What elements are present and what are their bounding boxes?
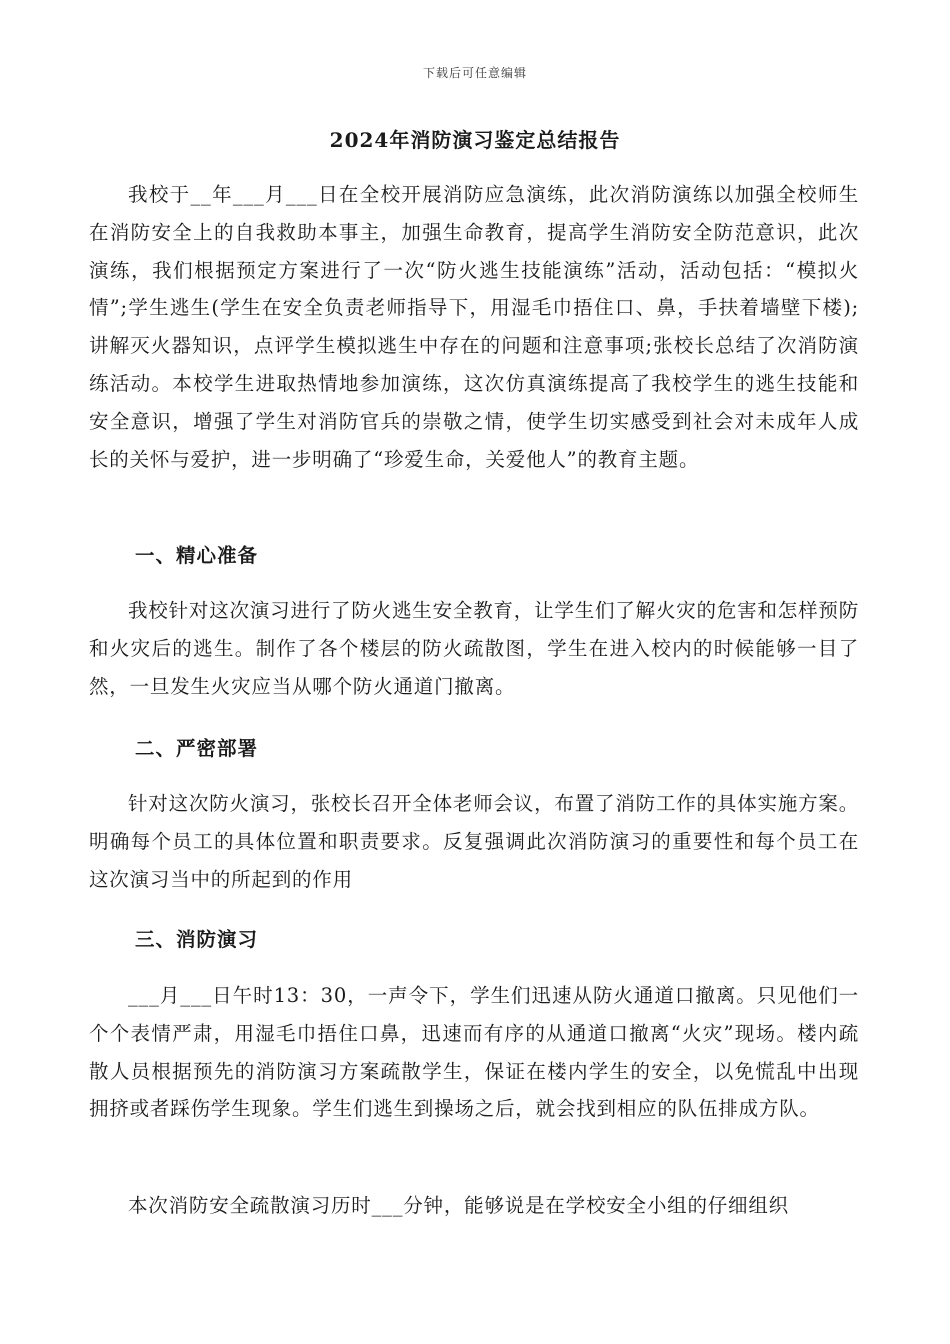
section-heading-preparation: 一、精心准备: [135, 544, 259, 567]
section-heading-drill: 三、消防演习: [135, 928, 259, 951]
section-text-drill: ___月___日午时13：30，一声令下，学生们迅速从防火通道口撤离。只见他们一个个表情严肃，用湿毛巾捂住口鼻，迅速而有序的从通道口撤离“火灾”现场。楼内疏散人员根据预先的消防演习方案疏散学生，保证在楼内学生的安全，以免慌乱中出现拥挤或者踩伤学生现象。学生们逃生到操场之后，就会找到相应的队伍排成方队。: [89, 984, 859, 1121]
section-heading-deployment: 二、严密部署: [135, 737, 259, 760]
document-title: 2024年消防演习鉴定总结报告: [329, 128, 621, 152]
intro-paragraph: 我校于__年___月___日在全校开展消防应急演练，此次消防演练以加强全校师生在消防安全上的自我救助本事主，加强生命教育，提高学生消防安全防范意识，此次演练，我们根据预定方案进行了一次“防火逃生技能演练”活动，活动包括：“模拟火情”;学生逃生(学生在安全负责老师指导下，用湿毛巾捂住口、鼻，手扶着墙壁下楼);讲解灭火器知识，点评学生模拟逃生中存在的问题和注意事项;张校长总结了次消防演练活动。本校学生进取热情地参加演练，这次仿真演练提高了我校学生的逃生技能和安全意识，增强了学生对消防官兵的崇敬之情，使学生切实感受到社会对未成年人成长的关怀与爱护，进一步明确了“珍爱生命，关爱他人”的教育主题。: [89, 183, 859, 471]
closing-paragraph: 本次消防安全疏散演习历时___分钟，能够说是在学校安全小组的仔细组织: [128, 1194, 789, 1217]
header-note: 下载后可任意编辑: [422, 66, 527, 80]
section-text-preparation: 我校针对这次演习进行了防火逃生安全教育，让学生们了解火灾的危害和怎样预防和火灾后的逃生。制作了各个楼层的防火疏散图，学生在进入校内的时候能够一目了然，一旦发生火灾应当从哪个防火通道门撤离。: [89, 599, 859, 698]
section-text-deployment: 针对这次防火演习，张校长召开全体老师会议，布置了消防工作的具体实施方案。明确每个员工的具体位置和职责要求。反复强调此次消防演习的重要性和每个员工在这次演习当中的所起到的作用: [89, 792, 859, 891]
